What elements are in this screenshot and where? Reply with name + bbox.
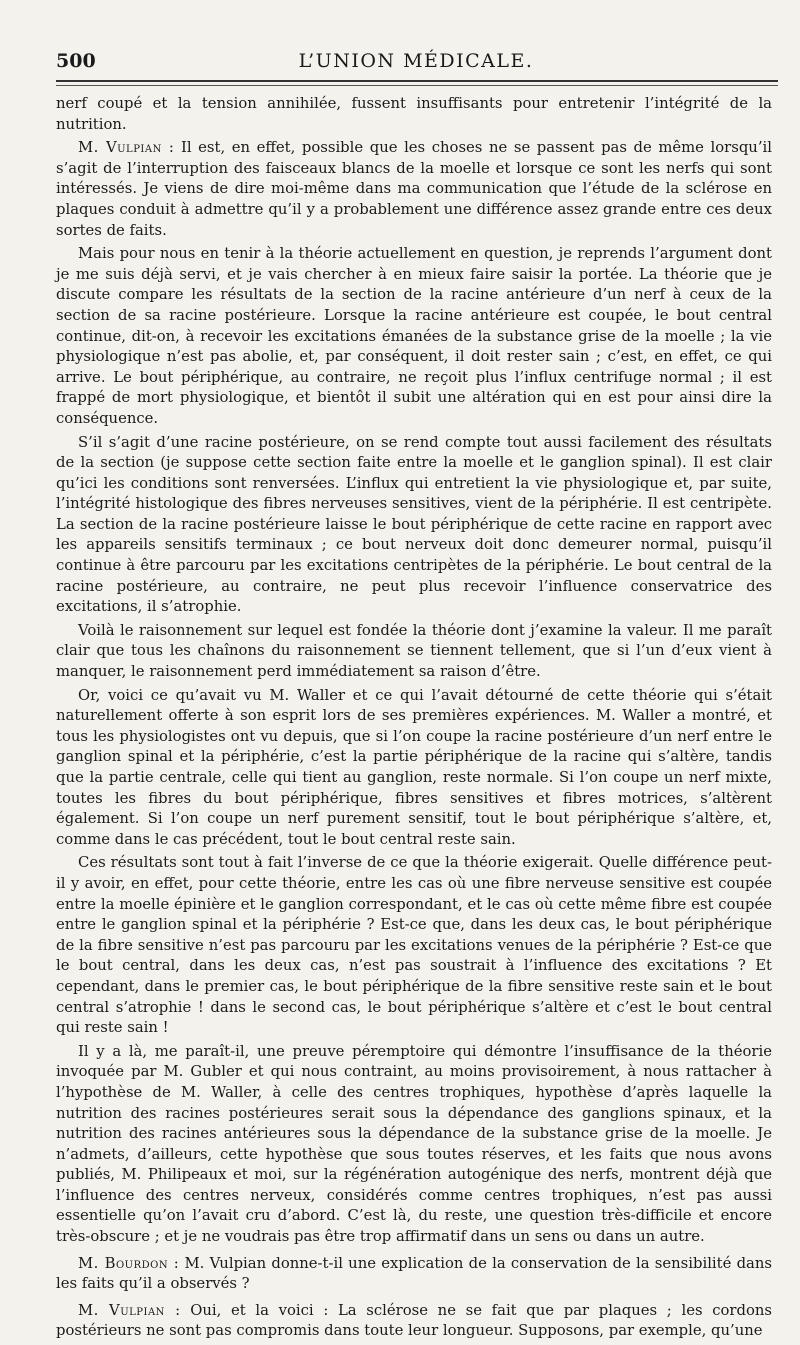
paragraph-3: Mais pour nous en tenir à la théorie actuellement en question, je reprends l’argument dont je me suis déjà servi, et je vais chercher à en mieux faire saisir la portée. La théorie que je discute compare les résultats de la section de la racine antérieure d’un nerf à ceux de la section de sa racine postérieure. Lorsque la racine antérieure est coupée, le bout central continue, dit-on, à recevoir les excitations émanées de la substance grise de la moelle ; la vie physiologique n’est pas abolie, et, par conséquent, il doit rester sain ; c’est, en effet, ce qui arrive. Le bout périphérique, au contraire, ne reçoit plus l’influx centrifuge normal ; il est frappé de mort physiologique, et bientôt il subit une altération qui en est pour ainsi dire la conséquence. xyxy=(56,245,772,427)
header-rule xyxy=(56,80,778,82)
paragraph-10: M. Vulpian : Oui, et la voici : La sclérose ne se fait que par plaques ; les cordons postérieurs ne sont pas compromis dans toute leur longueur. Supposons, par exemple, qu’une xyxy=(56,1301,772,1340)
paragraph-7: Ces résultats sont tout à fait l’inverse de ce que la théorie exigerait. Quelle différence peut-il y avoir, en effet, pour cette théorie, entre les cas où une fibre nerveuse sensitive est coupée entre la moelle épinière et le ganglion correspondant, et le cas où cette même fibre est coupée entre le ganglion spinal et la périphérie ? Est-ce que, dans les deux cas, le bout périphérique de la fibre sensitive n’est pas parcouru par les excitations venues de la périphérie ? Est-ce que le bout central, dans les deux cas, n’est pas soustrait à l’influence des excitations ? Et cependant, dans le premier cas, le bout périphérique de la fibre sensitive reste sain et le bout central s’atrophie ! dans le second cas, le bout périphérique s’altère et c’est le bout central qui reste sain ! xyxy=(56,854,772,1037)
running-title: L’UNION MÉDICALE. xyxy=(298,50,534,72)
paragraph-1: nerf coupé et la tension annihilée, fussent insuffisants pour entretenir l’intégrité de la nutrition. xyxy=(56,95,772,133)
paragraph-5: Voilà le raisonnement sur lequel est fondée la théorie dont j’examine la valeur. Il me paraît clair que tous les chaînons du raisonnement se tiennent tellement, que si l’un d’eux vient à manquer, le raisonnement perd immédiatement sa raison d’être. xyxy=(56,621,772,681)
paragraph-8: Il y a là, me paraît-il, une preuve péremptoire qui démontre l’insuffisance de la théorie invoquée par M. Gubler et qui nous contraint, au moins provisoirement, à nous rattacher à l’hypothèse de M. Waller, à celle des centres trophiques, hypothèse d’après laquelle la nutrition des racines postérieures serait sous la dépendance des ganglions spinaux, et la nutrition des racines antérieures sous la dépendance de la substance grise de la moelle. Je n’admets, d’ailleurs, cette hypothèse que sous toutes réserves, et les faits que nous avons publiés, M. Philipeaux et moi, sur la régénération autogénique des nerfs, montrent déjà que l’influence des centres nerveux, considérés comme centres trophiques, n’est pas aussi essentielle qu’on l’avait cru d’abord. C’est là, du reste, une question très-difficile et encore très-obscure ; et je ne voudrais pas être trop affirmatif dans un sens ou dans un autre. xyxy=(56,1042,772,1246)
speaker: M. Bourdon : xyxy=(78,1254,180,1272)
paragraph-2: M. Vulpian : Il est, en effet, possible que les choses ne se passent pas de même lorsqu’il s’agit de l’interruption des faisceaux blancs de la moelle et lorsque ce sont les nerfs qui sont intéressés. Je viens de dire moi-même dans ma communication que l’étude de la sclérose en plaques conduit à admettre qu’il y a probablement une différence assez grande entre ces deux sortes de faits. xyxy=(56,139,772,239)
page-number: 500 xyxy=(56,50,96,72)
paragraph-4: S’il s’agit d’une racine postérieure, on se rend compte tout aussi facilement des résultats de la section (je suppose cette section faite entre la moelle et le ganglion spinal). Il est clair qu’ici les conditions sont renversées. L’influx qui entretient la vie physiologique et, par suite, l’intégrité histologique des fibres nerveuses sensitives, vient de la périphérie. Il est centripète. La section de la racine postérieure laisse le bout périphérique de cette racine en rapport avec les appareils sensitifs terminaux ; ce bout nerveux doit donc demeurer normal, puisqu’il continue à être parcouru par les excitations centripètes de la périphérie. Le bout central de la racine postérieure, au contraire, ne peut plus recevoir l’influence conservatrice des excitations, il s’atrophie. xyxy=(56,433,772,616)
speaker: M. Vulpian : xyxy=(78,139,175,157)
header-rule-thin xyxy=(56,85,778,86)
paragraph-9: M. Bourdon : M. Vulpian donne-t-il une explication de la conservation de la sensibilité dans les faits qu’il a observés ? xyxy=(56,1254,772,1293)
page-header xyxy=(56,46,776,78)
paragraph-6: Or, voici ce qu’avait vu M. Waller et ce qui l’avait détourné de cette théorie qui s’était naturellement offerte à son esprit lors de ses premières expériences. M. Waller a montré, et tous les physiologistes ont vu depuis, que si l’on coupe la racine postérieure d’un nerf entre le ganglion spinal et la périphérie, c’est la partie périphérique de la racine qui s’altère, tandis que la partie centrale, celle qui tient au ganglion, reste normale. Si l’on coupe un nerf mixte, toutes les fibres du bout périphérique, fibres sensitives et fibres motrices, s’altèrent également. Si l’on coupe un nerf purement sensitif, tout le bout périphérique s’altère, et, comme dans le cas précédent, tout le bout central reste sain. xyxy=(56,686,772,848)
speaker: M. Vulpian : xyxy=(78,1301,181,1319)
body-text xyxy=(56,94,772,1345)
